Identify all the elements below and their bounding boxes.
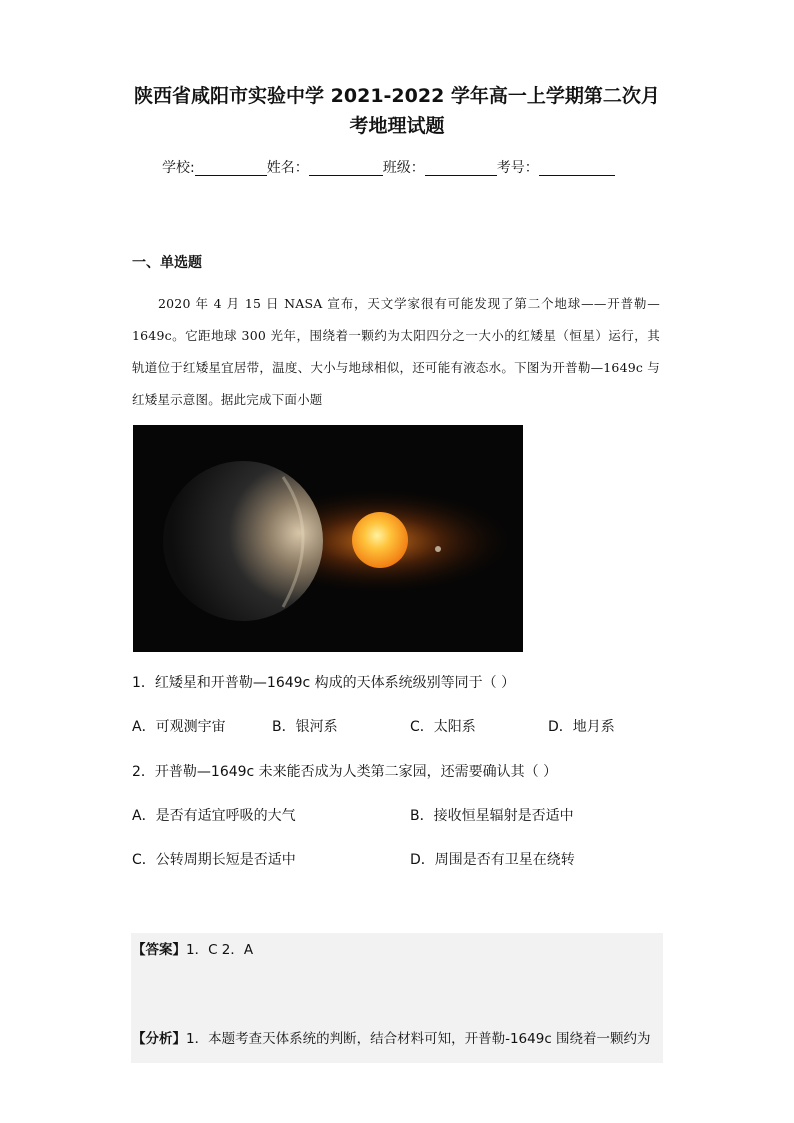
planet-star-svg: [133, 425, 523, 652]
school-blank: [195, 159, 267, 176]
small-moon: [435, 546, 441, 552]
exam-no-label: 考号：: [496, 160, 539, 176]
name-label: 姓名：: [266, 160, 309, 176]
exam-no-blank: [539, 159, 615, 176]
student-info-fields: [162, 157, 642, 179]
q2-option-a: A．是否有适宜呼吸的大气: [132, 808, 296, 824]
q1-option-b: B．银河系: [272, 719, 338, 735]
q2-option-c: C．公转周期长短是否适中: [132, 852, 296, 868]
reading-passage: 2020 年 4 月 15 日 NASA 宣布，天文学家很有可能发现了第二个地球——开普勒—1649c。它距地球 300 光年，围绕着一颗约为太阳四分之一大小的红矮星（恒星）运行，其轨道位于红矮星宜居带，温度、大小与地球相似，还可能有液态水。下图为开普勒—1649c 与红矮星示意图。据此完成下面小题: [132, 296, 660, 407]
page-title-line2: 考地理试题: [349, 115, 445, 137]
class-label: 班级：: [382, 160, 425, 176]
answer-text: 1．C 2．A: [186, 942, 254, 958]
analysis-label: 【分析】: [132, 1031, 186, 1047]
question-2-stem: 2．开普勒—1649c 未来能否成为人类第二家园，还需要确认其（ ）: [132, 764, 558, 780]
name-blank: [309, 159, 383, 176]
q1-option-c: C．太阳系: [410, 719, 476, 735]
q2-option-d: D．周围是否有卫星在绕转: [410, 852, 575, 868]
page-title-line1: 陕西省咸阳市实验中学 2021-2022 学年高一上学期第二次月: [134, 85, 660, 107]
q1-option-d: D．地月系: [548, 719, 615, 735]
answer-label: 【答案】: [132, 942, 186, 958]
school-label: 学校:: [162, 160, 195, 176]
analysis-line: [132, 1029, 651, 1049]
red-dwarf-star: [352, 512, 408, 568]
q2-option-b: B．接收恒星辐射是否适中: [410, 808, 574, 824]
question-1-stem: 1．红矮星和开普勒—1649c 构成的天体系统级别等同于（ ）: [132, 675, 516, 691]
answer-line: [132, 940, 253, 960]
section-title: 一、单选题: [132, 255, 202, 271]
kepler-planet: [163, 461, 323, 621]
class-blank: [425, 159, 497, 176]
analysis-text: 1．本题考查天体系统的判断，结合材料可知，开普勒-1649c 围绕着一颗约为: [186, 1031, 651, 1047]
planet-star-illustration: [133, 425, 523, 652]
q1-option-a: A．可观测宇宙: [132, 719, 226, 735]
